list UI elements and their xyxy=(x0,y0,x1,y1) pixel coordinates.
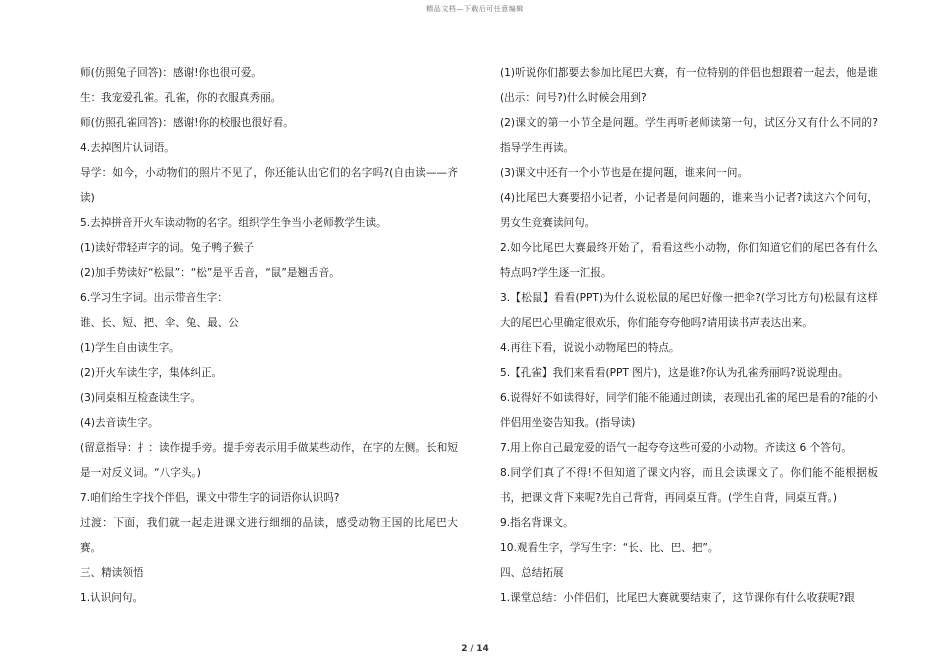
paragraph: 谁、长、短、把、伞、兔、最、公 xyxy=(80,317,239,329)
paragraph: 4.去掉图片认词语。 xyxy=(80,142,175,154)
document-header-note: 精品文档—下载后可任意编辑 xyxy=(426,5,524,13)
page-number xyxy=(0,644,950,654)
paragraph: (3)同桌相互检查读生字。 xyxy=(80,392,201,404)
paragraph: 7.用上你自己最宠爱的语气一起夸夸这些可爱的小动物。齐读这 6 个答句。 xyxy=(500,442,852,454)
paragraph: 1.认识问句。 xyxy=(80,592,144,604)
section-heading: 四、总结拓展 xyxy=(500,567,564,579)
paragraph: 5.去掉拼音开火车读动物的名字。组织学生争当小老师教学生读。 xyxy=(80,217,387,229)
paragraph: (1)读好带轻声字的词。兔子鸭子猴子 xyxy=(80,242,254,254)
paragraph: 生：我宠爱孔雀。孔雀，你的衣服真秀丽。 xyxy=(80,92,282,104)
page-separator: / xyxy=(470,644,477,654)
paragraph: 过渡：下面，我们就一起走进课文进行细细的品读，感受动物王国的比尾巴大赛。 xyxy=(80,517,458,554)
paragraph: 7.咱们给生字找个伴侣，课文中带生字的词语你认识吗? xyxy=(80,492,340,504)
paragraph: 6.学习生字词。出示带音生字： xyxy=(80,292,228,304)
paragraph: (1)学生自由读生字。 xyxy=(80,342,180,354)
right-text-column xyxy=(500,61,878,611)
paragraph: 9.指名背课文。 xyxy=(500,517,574,529)
paragraph: (2)加手势读好“松鼠”：“松”是平舌音，“鼠”是翘舌音。 xyxy=(80,267,340,279)
paragraph: 3.【松鼠】看看(PPT)为什么说松鼠的尾巴好像一把伞?(学习比方句)松鼠有这样大的尾巴心里确定很欢乐，你们能夸夸他吗?请用读书声表达出来。 xyxy=(500,292,878,329)
paragraph: (4)比尾巴大赛要招小记者，小记者是问问题的，谁来当小记者?读这六个问句，男女生竞赛读问句。 xyxy=(500,192,878,229)
page-total: 14 xyxy=(476,644,489,654)
paragraph: 师(仿照兔子回答)：感谢!你也很可爱。 xyxy=(80,67,263,79)
paragraph: (留意指导：扌：读作提手旁。提手旁表示用手做某些动作，在字的左侧。长和短是一对反义词。“八字头。) xyxy=(80,442,458,479)
paragraph: 8.同学们真了不得!不但知道了课文内容，而且会读课文了。你们能不能根据板书，把课文背下来呢?先自己背背，再同桌互背。(学生自背，同桌互背。) xyxy=(500,467,878,504)
paragraph: 2.如今比尾巴大赛最终开始了，看看这些小动物，你们知道它们的尾巴各有什么特点吗?学生逐一汇报。 xyxy=(500,242,878,279)
section-heading: 三、精读领悟 xyxy=(80,567,144,579)
paragraph: (2)开火车读生字，集体纠正。 xyxy=(80,367,223,379)
paragraph: 1.课堂总结：小伴侣们，比尾巴大赛就要结束了，这节课你有什么收获呢?跟 xyxy=(500,592,855,604)
paragraph: (4)去音读生字。 xyxy=(80,417,159,429)
paragraph: (3)课文中还有一个小节也是在提问题，谁来问一问。 xyxy=(500,167,749,179)
paragraph: (2)课文的第一小节全是问题。学生再听老师读第一句，试区分又有什么不同的?指导学生再读。 xyxy=(500,117,878,154)
paragraph: 导学：如今，小动物们的照片不见了，你还能认出它们的名字吗?(自由读——齐读) xyxy=(80,167,458,204)
paragraph: 5.【孔雀】我们来看看(PPT 图片)，这是谁?你认为孔雀秀丽吗?说说理由。 xyxy=(500,367,849,379)
page-current: 2 xyxy=(461,644,468,654)
left-text-column xyxy=(80,61,458,611)
paragraph: 6.说得好不如读得好，同学们能不能通过朗读，表现出孔雀的尾巴是看的?能的小伴侣用坐姿告知我。(指导读) xyxy=(500,392,878,429)
paragraph: 10.观看生字，学写生字：“长、比、巴、把”。 xyxy=(500,542,719,554)
paragraph: 师(仿照孔雀回答)：感谢!你的校服也很好看。 xyxy=(80,117,294,129)
paragraph: (1)听说你们都要去参加比尾巴大赛，有一位特别的伴侣也想跟着一起去，他是谁(出示：问号?)什么时候会用到? xyxy=(500,67,878,104)
paragraph: 4.再往下看，说说小动物尾巴的特点。 xyxy=(500,342,680,354)
